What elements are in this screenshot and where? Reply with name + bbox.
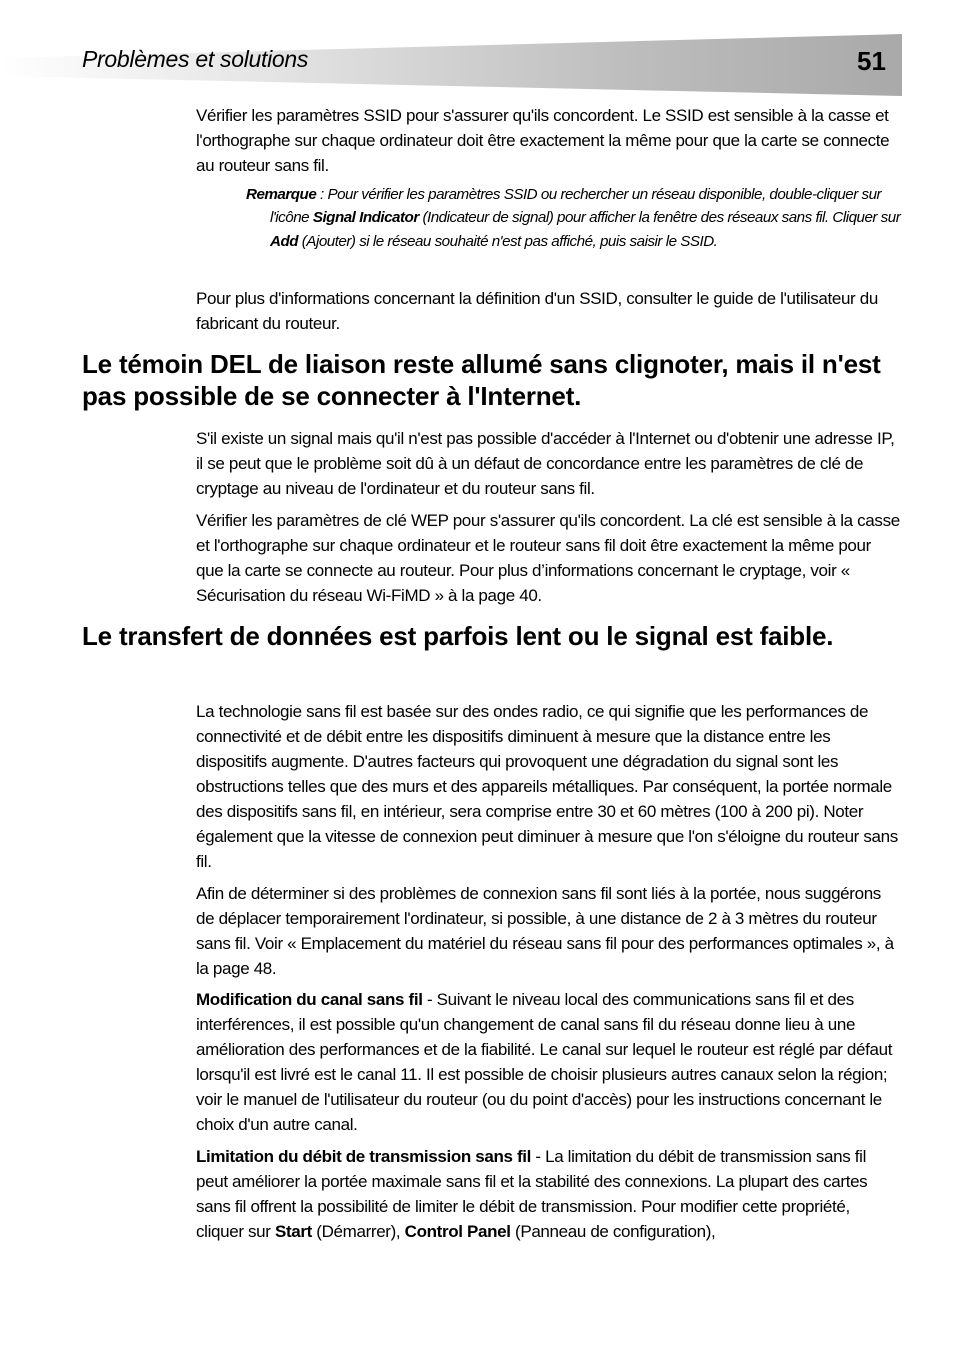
- run-in-heading: Modification du canal sans fil: [196, 990, 423, 1009]
- note-bold: Signal Indicator: [312, 209, 419, 227]
- page-header: [0, 32, 902, 98]
- run-in-heading: Limitation du débit de transmission sans fil: [196, 1147, 532, 1166]
- paragraph: Vérifier les paramètres SSID pour s'assurer qu'ils concordent. Le SSID est sensible à la casse et l'orthographe sur chaque ordinateur doit être exactement la même pour que la carte se connecte au routeur sans fil.: [196, 106, 890, 175]
- paragraph: Vérifier les paramètres de clé WEP pour s'assurer qu'ils concordent. La clé est sensible à la casse et l'orthographe sur chaque ordinateur et le routeur sans fil doit être exactement la même pour que la carte se connecte au routeur. Pour plus d’informations concernant le cryptage, voir « Sécurisation du réseau Wi-FiMD » à la page 40.: [196, 511, 900, 605]
- note-block: [246, 183, 906, 253]
- section1-para1: [196, 103, 900, 178]
- ui-term: Start: [274, 1222, 312, 1241]
- note-text: (Indicateur de signal) pour afficher la fenêtre des réseaux sans fil. Cliquer sur: [418, 209, 901, 227]
- paragraph: [196, 987, 900, 1137]
- section2-para2: [196, 508, 900, 608]
- note-label: Remarque: [246, 186, 317, 203]
- running-header-title: Problèmes et solutions: [82, 46, 309, 72]
- section2-para1: [196, 426, 900, 501]
- paragraph-text: - Suivant le niveau local des communications sans fil et des interférences, il est possible qu'un changement de canal sans fil du réseau donne lieu à une amélioration des performances et de la fiabilité. Le canal sur lequel le routeur est réglé par défaut lorsqu'il est livré est le canal 11. Il est possible de choisir plusieurs autres canaux selon la région; voir le manuel de l'utilisateur du routeur (ou du point d'accès) pour les instructions concernant le choix d'un autre canal.: [196, 990, 893, 1134]
- section3-para3: [196, 987, 900, 1137]
- paragraph-text: (Démarrer),: [311, 1222, 405, 1241]
- section3-para4: [196, 1144, 900, 1244]
- page-number: 51: [857, 46, 886, 76]
- paragraph: Pour plus d'informations concernant la définition d'un SSID, consulter le guide de l'utilisateur du fabricant du routeur.: [196, 289, 878, 333]
- section1-para2: [196, 286, 900, 336]
- paragraph-text: (Panneau de configuration),: [510, 1222, 716, 1241]
- note-text: (Ajouter) si le réseau souhaité n'est pas affiché, puis saisir le SSID.: [298, 232, 718, 250]
- paragraph: S'il existe un signal mais qu'il n'est pas possible d'accéder à l'Internet ou d'obtenir une adresse IP, il se peut que le problème soit dû à un défaut de concordance entre les paramètres de clé de cryptage au niveau de l'ordinateur et du routeur sans fil.: [196, 429, 895, 498]
- paragraph: Afin de déterminer si des problèmes de connexion sans fil sont liés à la portée, nous suggérons de déplacer temporairement l'ordinateur, si possible, à une distance de 2 à 3 mètres du routeur sans fil. Voir « Emplacement du matériel du réseau sans fil pour des performances optimales », à la page 48.: [196, 884, 894, 978]
- paragraph: [196, 1144, 900, 1244]
- section3-para1: [196, 699, 900, 874]
- ui-term: Control Panel: [404, 1222, 511, 1241]
- paragraph-text: - La limitation du débit de transmission sans fil peut améliorer la portée maximale sans fil et la stabilité des connexions. La plupart des cartes sans fil offrent la possibilité de limiter le débit de transmission. Pour modifier cette propriété, cliquer sur: [196, 1147, 868, 1241]
- paragraph: La technologie sans fil est basée sur des ondes radio, ce qui signifie que les performances de connectivité et de débit entre les dispositifs diminuent à mesure que la distance entre les dispositifs augmente. D'autres facteurs qui provoquent une dégradation du signal sont les obstructions telles que des murs et des appareils métalliques. Par conséquent, la portée normale des dispositifs sans fil, en intérieur, sera comprise entre 30 et 60 mètres (100 à 200 pi). Noter également que la vitesse de connexion peut diminuer à mesure que l'on s'éloigne du routeur sans fil.: [196, 702, 898, 871]
- note-bold: Add: [270, 232, 299, 250]
- note-paragraph: [246, 183, 906, 253]
- section-heading: Le transfert de données est parfois lent ou le signal est faible.: [82, 621, 834, 651]
- section3-para2: [196, 881, 900, 981]
- section-heading: Le témoin DEL de liaison reste allumé sans clignoter, mais il n'est pas possible de se connecter à l'Internet.: [82, 349, 881, 411]
- note-text: : Pour vérifier les paramètres SSID ou rechercher un réseau disponible, double-cliquer sur l'icône: [270, 186, 882, 227]
